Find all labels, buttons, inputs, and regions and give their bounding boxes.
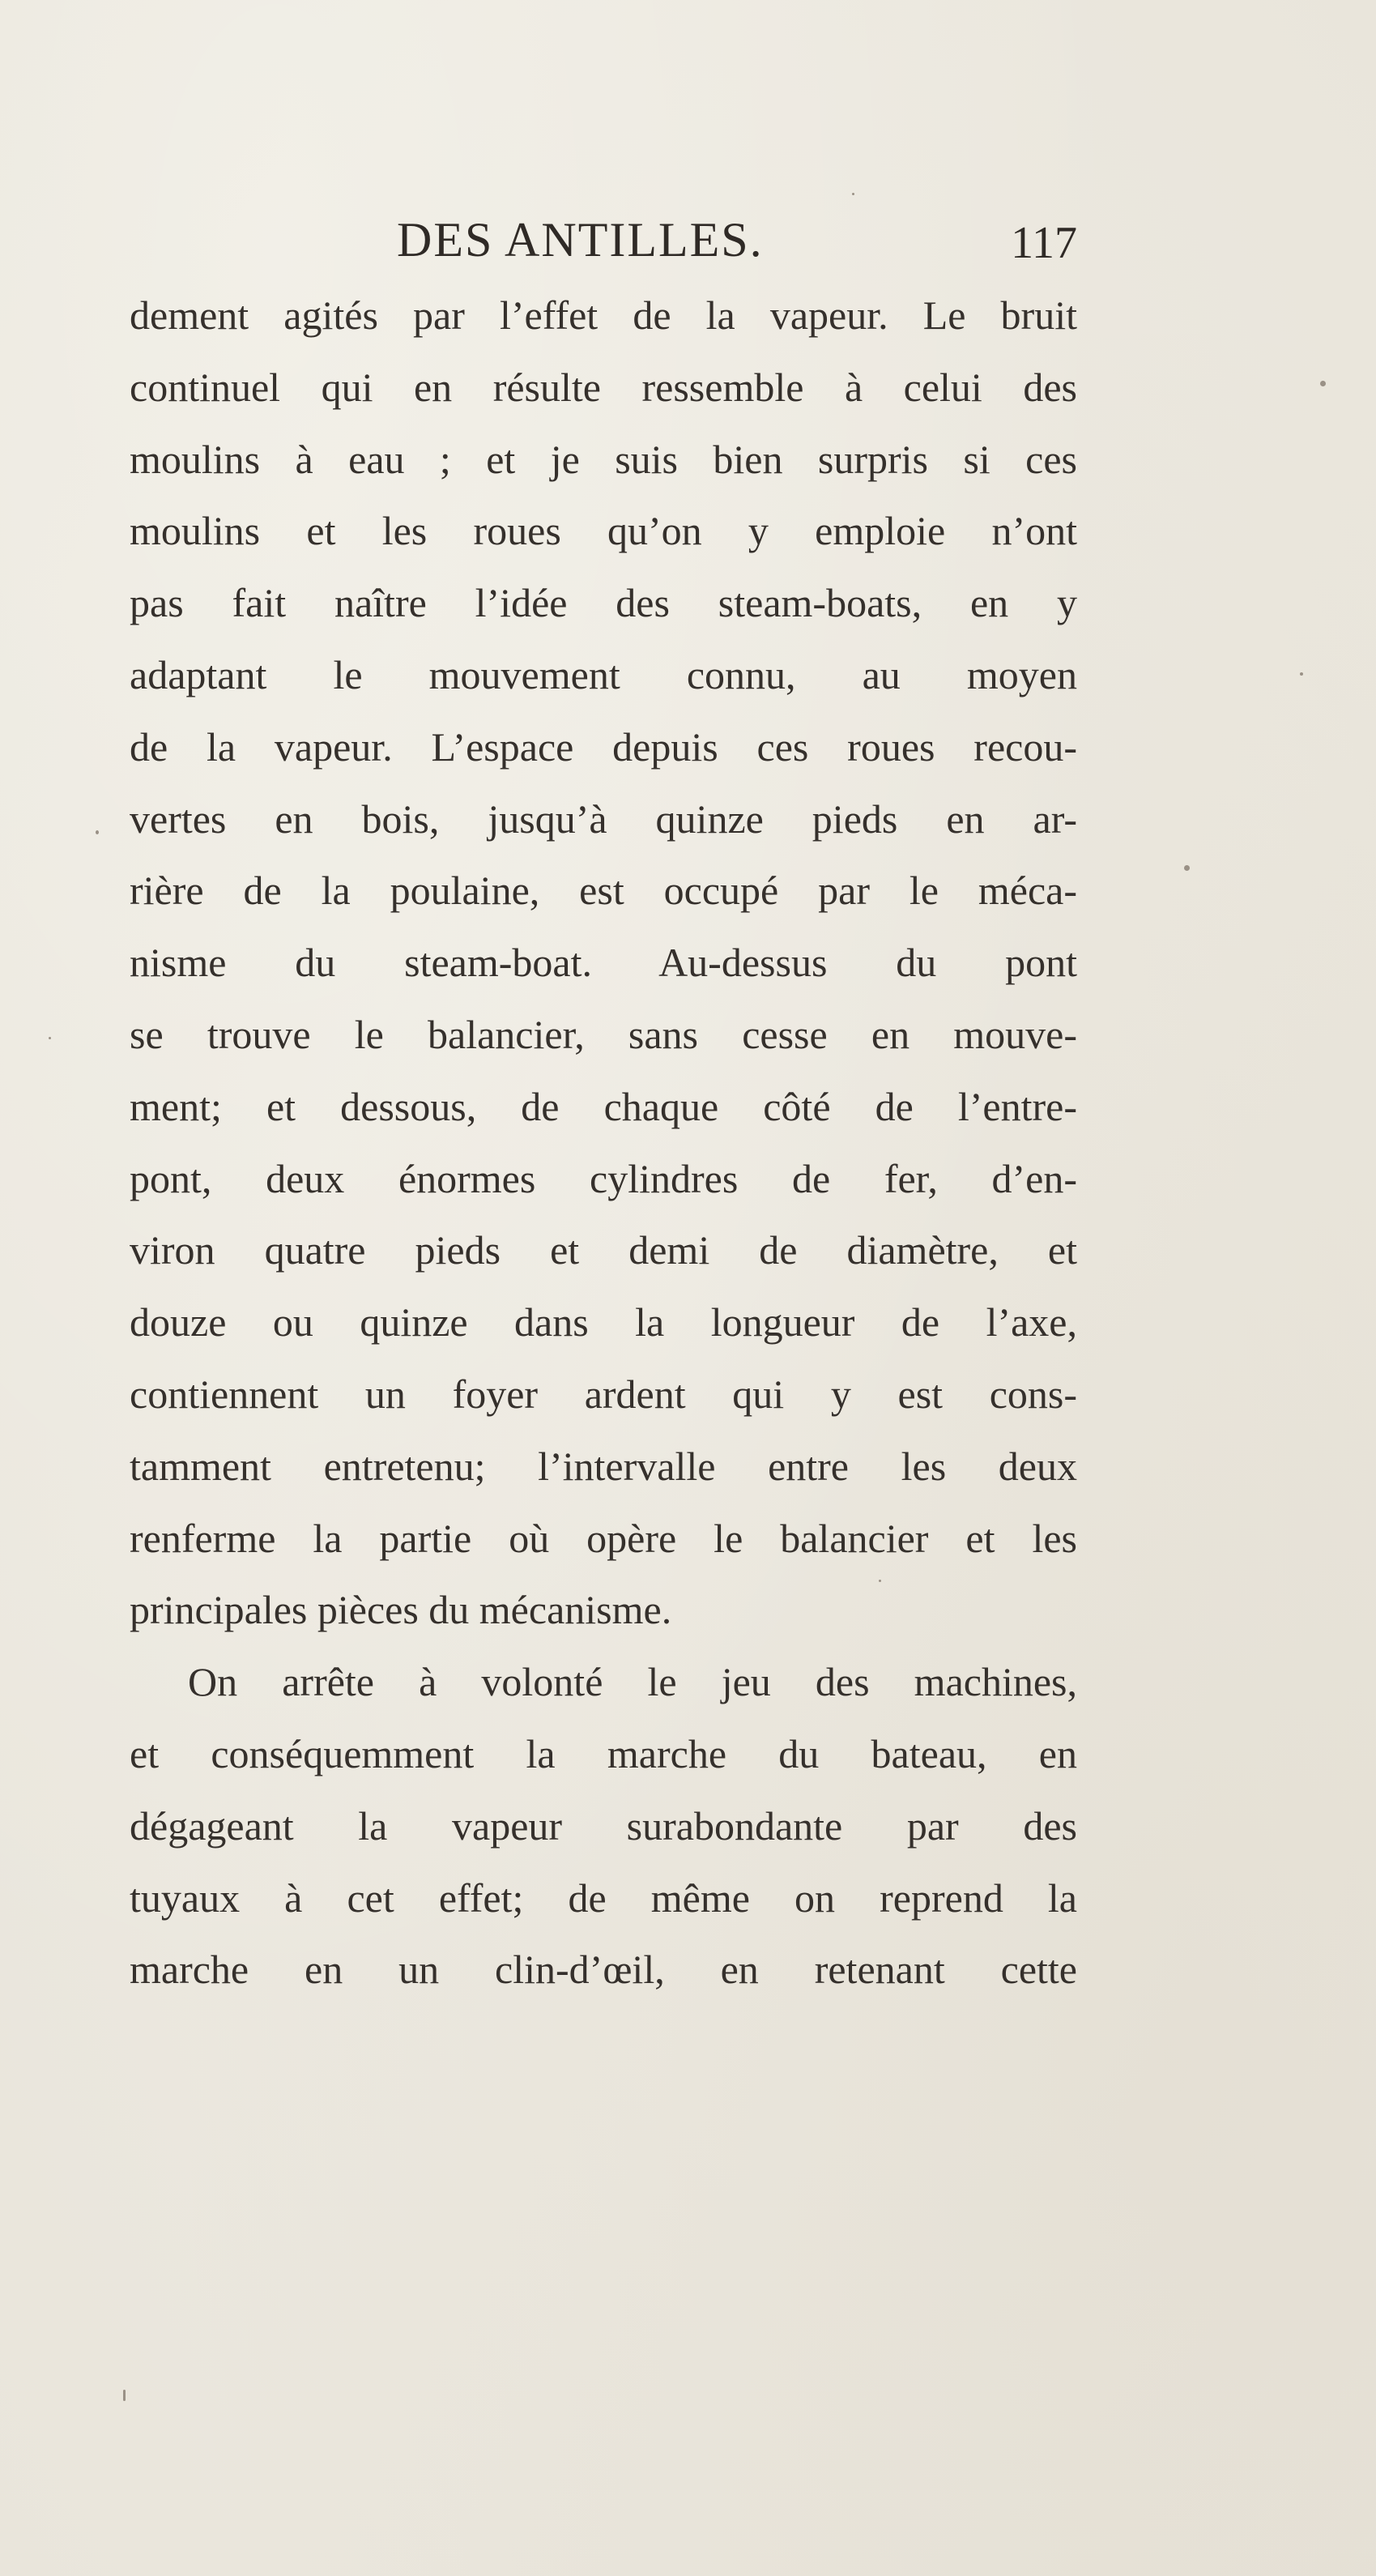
text-line: et conséquemment la marche du bateau, en bbox=[130, 1730, 1077, 1776]
paragraph-2 bbox=[130, 1646, 1077, 2006]
paper-speck bbox=[852, 193, 854, 195]
paragraph-1 bbox=[130, 279, 1077, 1646]
text-line: pas fait naître l’idée des steam-boats, en y bbox=[130, 580, 1077, 626]
page-header bbox=[130, 212, 1077, 277]
text-line: continuel qui en résulte ressemble à celui des bbox=[130, 364, 1077, 410]
text-line: moulins et les roues qu’on y emploie n’ont bbox=[130, 508, 1077, 554]
text-line: dégageant la vapeur surabondante par des bbox=[130, 1802, 1077, 1849]
text-line: vertes en bois, jusqu’à quinze pieds en ar- bbox=[130, 795, 1077, 842]
paper-speck bbox=[1184, 865, 1190, 871]
text-line: tuyaux à cet effet; de même on reprend la bbox=[130, 1874, 1077, 1921]
text-line: principales pièces du mécanisme. bbox=[130, 1587, 672, 1633]
paper-speck bbox=[879, 1580, 881, 1582]
paper-speck bbox=[96, 830, 99, 834]
text-line: douze ou quinze dans la longueur de l’axe, bbox=[130, 1299, 1077, 1346]
text-line: On arrête à volonté le jeu des machines, bbox=[188, 1659, 1077, 1705]
text-line: marche en un clin-d’œil, en retenant cette bbox=[130, 1947, 1077, 1993]
text-line: dement agités par l’effet de la vapeur. Le bruit bbox=[130, 292, 1077, 338]
text-line: contiennent un foyer ardent qui y est cons- bbox=[130, 1371, 1077, 1417]
text-line: pont, deux énormes cylindres de fer, d’en- bbox=[130, 1155, 1077, 1201]
running-head: DES ANTILLES. bbox=[397, 213, 764, 267]
text-line: adaptant le mouvement connu, au moyen bbox=[130, 651, 1077, 697]
text-line: se trouve le balancier, sans cesse en mouve- bbox=[130, 1011, 1077, 1057]
text-line: moulins à eau ; et je suis bien surpris si ces bbox=[130, 436, 1077, 482]
text-line: viron quatre pieds et demi de diamètre, et bbox=[130, 1227, 1077, 1273]
text-line: ment; et dessous, de chaque côté de l’entre- bbox=[130, 1083, 1077, 1129]
text-line: renferme la partie où opère le balancier et les bbox=[130, 1515, 1077, 1561]
text-line: rière de la poulaine, est occupé par le méca- bbox=[130, 868, 1077, 914]
page-number: 117 bbox=[1011, 218, 1077, 268]
text-line: tamment entretenu; l’intervalle entre les deux bbox=[130, 1443, 1077, 1489]
text-line: de la vapeur. L’espace depuis ces roues recou- bbox=[130, 723, 1077, 770]
text-line: nisme du steam-boat. Au-dessus du pont bbox=[130, 940, 1077, 986]
paper-speck bbox=[49, 1037, 51, 1039]
body-text bbox=[130, 279, 1077, 2006]
paper-speck bbox=[123, 2390, 126, 2401]
paper-speck bbox=[1300, 672, 1303, 676]
paper-speck bbox=[1320, 381, 1326, 386]
